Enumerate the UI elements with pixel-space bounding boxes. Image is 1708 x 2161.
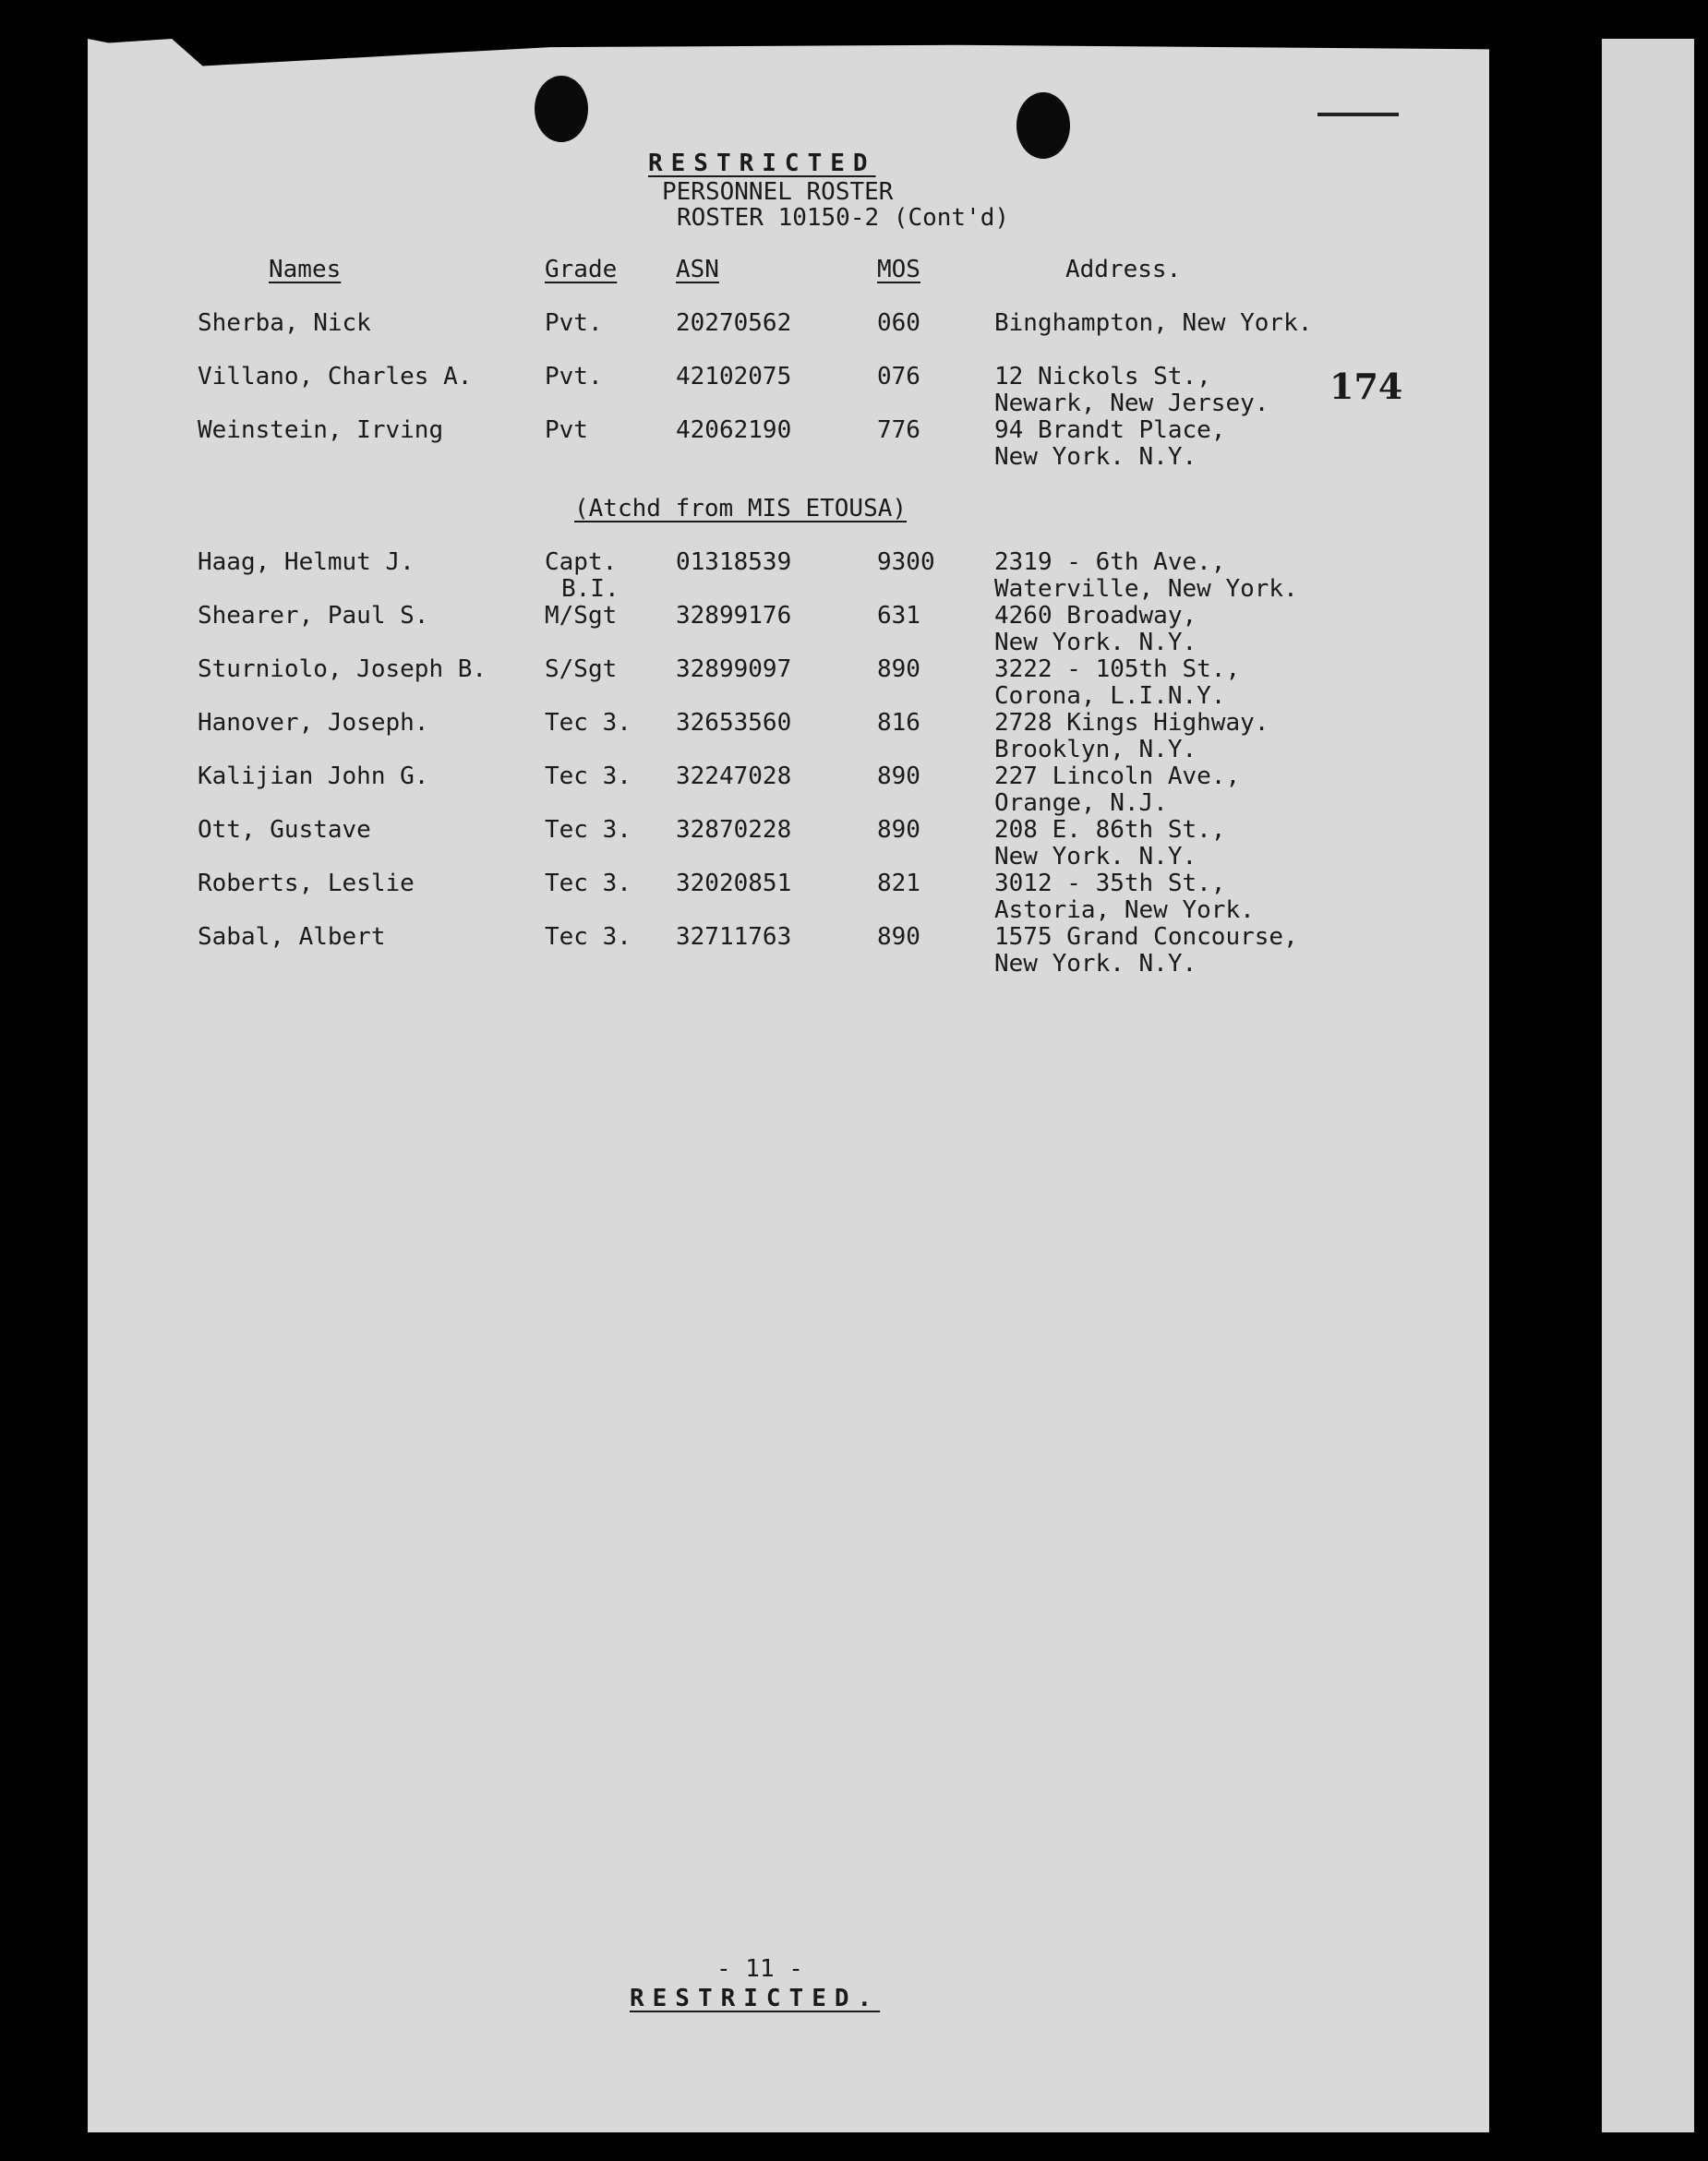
cell-address-line1: 2319 - 6th Ave., (994, 548, 1226, 576)
roster-title: PERSONNEL ROSTER (662, 178, 894, 206)
cell-asn: 32899176 (676, 602, 792, 630)
cell-grade: Capt. (545, 548, 618, 576)
cell-grade: M/Sgt (545, 602, 618, 630)
cell-address-line1: 208 E. 86th St., (994, 816, 1226, 844)
restricted-footer: RESTRICTED. (630, 1985, 881, 2012)
cell-address-line2: New York. N.Y. (994, 629, 1197, 656)
punch-hole-left (535, 76, 588, 142)
cell-address-line2: Astoria, New York. (994, 896, 1255, 924)
cell-mos: 9300 (877, 548, 935, 576)
cell-grade-line2: B.I. (561, 575, 619, 603)
cell-name: Ott, Gustave (198, 816, 371, 844)
cell-grade: Tec 3. (545, 923, 631, 951)
cell-mos: 076 (877, 363, 920, 390)
cell-address-line2: New York. N.Y. (994, 443, 1197, 471)
cell-address-line1: 12 Nickols St., (994, 363, 1211, 390)
cell-name: Haag, Helmut J. (198, 548, 415, 576)
cell-name: Roberts, Leslie (198, 870, 415, 897)
cell-address-line1: 1575 Grand Concourse, (994, 923, 1298, 951)
cell-address-line1: Binghampton, New York. (994, 309, 1313, 337)
column-header-asn: ASN (676, 256, 719, 283)
cell-grade: Pvt. (545, 309, 603, 337)
column-header-mos: MOS (877, 256, 920, 283)
cell-asn: 32653560 (676, 709, 792, 737)
document-page (88, 39, 1489, 2132)
cell-name: Sabal, Albert (198, 923, 386, 951)
cell-address-line2: Waterville, New York. (994, 575, 1298, 603)
cell-mos: 060 (877, 309, 920, 337)
column-header-address: Address. (1065, 256, 1182, 283)
cell-asn: 42062190 (676, 416, 792, 444)
pencil-mark (1317, 113, 1399, 116)
cell-name: Villano, Charles A. (198, 363, 473, 390)
cell-asn: 32711763 (676, 923, 792, 951)
cell-name: Sturniolo, Joseph B. (198, 655, 487, 683)
cell-mos: 776 (877, 416, 920, 444)
cell-address-line2: Orange, N.J. (994, 789, 1168, 817)
cell-address-line1: 2728 Kings Highway. (994, 709, 1269, 737)
adjacent-page-strip (1602, 39, 1694, 2132)
page-number: - 11 - (716, 1955, 803, 1983)
page-stamp-number: 174 (1329, 366, 1403, 407)
cell-grade: Tec 3. (545, 870, 631, 897)
section-label: (Atchd from MIS ETOUSA) (574, 495, 908, 522)
column-header-grade: Grade (545, 256, 618, 283)
cell-mos: 816 (877, 709, 920, 737)
cell-grade: Pvt. (545, 363, 603, 390)
cell-asn: 42102075 (676, 363, 792, 390)
cell-address-line1: 3012 - 35th St., (994, 870, 1226, 897)
cell-address-line2: New York. N.Y. (994, 950, 1197, 978)
cell-grade: Tec 3. (545, 709, 631, 737)
cell-mos: 890 (877, 655, 920, 683)
cell-asn: 32899097 (676, 655, 792, 683)
cell-name: Hanover, Joseph. (198, 709, 429, 737)
cell-address-line1: 227 Lincoln Ave., (994, 762, 1241, 790)
cell-asn: 32247028 (676, 762, 792, 790)
cell-address-line2: Newark, New Jersey. (994, 390, 1269, 417)
punch-hole-right (1016, 92, 1070, 159)
cell-address-line2: Brooklyn, N.Y. (994, 736, 1197, 763)
cell-address-line1: 94 Brandt Place, (994, 416, 1226, 444)
restricted-heading: RESTRICTED (648, 150, 876, 177)
cell-grade: Tec 3. (545, 816, 631, 844)
cell-mos: 890 (877, 816, 920, 844)
column-header-names: Names (269, 256, 342, 283)
cell-name: Sherba, Nick (198, 309, 371, 337)
cell-mos: 821 (877, 870, 920, 897)
cell-grade: Tec 3. (545, 762, 631, 790)
roster-number: ROSTER 10150-2 (Cont'd) (677, 204, 1010, 232)
cell-address-line1: 3222 - 105th St., (994, 655, 1241, 683)
cell-address-line2: Corona, L.I.N.Y. (994, 682, 1226, 710)
cell-address-line2: New York. N.Y. (994, 843, 1197, 870)
cell-grade: Pvt (545, 416, 588, 444)
cell-asn: 32870228 (676, 816, 792, 844)
cell-name: Weinstein, Irving (198, 416, 444, 444)
cell-mos: 890 (877, 923, 920, 951)
cell-mos: 890 (877, 762, 920, 790)
cell-mos: 631 (877, 602, 920, 630)
cell-grade: S/Sgt (545, 655, 618, 683)
cell-asn: 32020851 (676, 870, 792, 897)
cell-address-line1: 4260 Broadway, (994, 602, 1197, 630)
cell-asn: 01318539 (676, 548, 792, 576)
cell-asn: 20270562 (676, 309, 792, 337)
cell-name: Shearer, Paul S. (198, 602, 429, 630)
cell-name: Kalijian John G. (198, 762, 429, 790)
